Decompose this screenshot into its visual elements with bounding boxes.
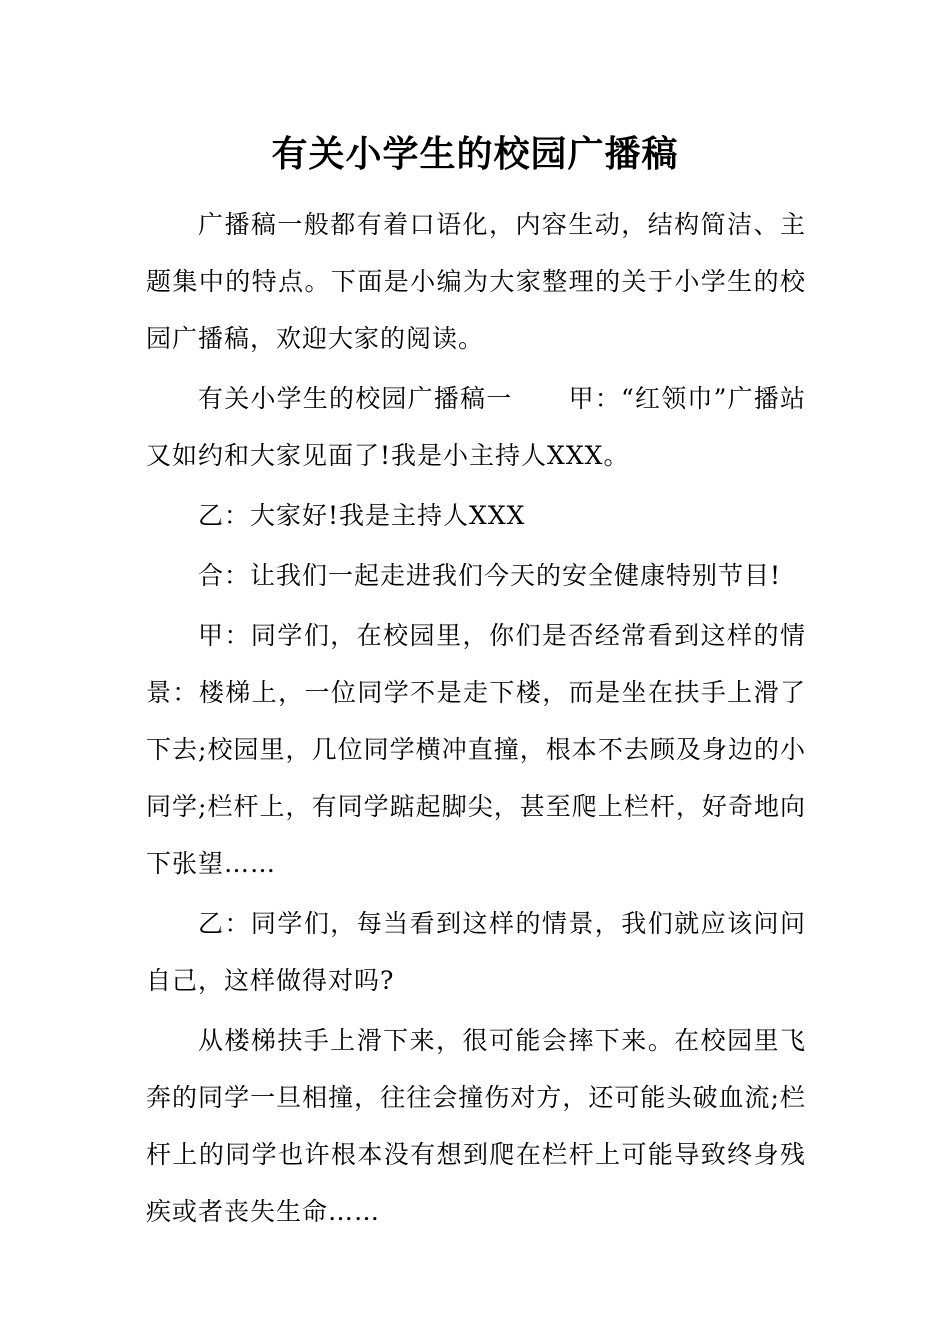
- intro-paragraph: 广播稿一般都有着口语化，内容生动，结构简洁、主题集中的特点。下面是小编为大家整理的关于小学生的校园广播稿，欢迎大家的阅读。: [146, 210, 806, 353]
- document-body: [146, 196, 806, 1243]
- together-line: 合：让我们一起走进我们今天的安全健康特别节目!: [198, 561, 782, 590]
- danger-paragraph: 从楼梯扶手上滑下来，很可能会摔下来。在校园里飞奔的同学一旦相撞，往往会撞伤对方，还可能头破血流;栏杆上的同学也许根本没有想到爬在栏杆上可能导致终身残疾或者丧失生命……: [146, 1026, 806, 1226]
- section-paragraph: [146, 370, 806, 484]
- host-a-scenario: 甲：同学们，在校园里，你们是否经常看到这样的情景：楼梯上，一位同学不是走下楼，而是坐在扶手上滑了下去;校园里，几位同学横冲直撞，根本不去顾及身边的小同学;栏杆上，有同学踮起脚尖，甚至爬上栏杆，好奇地向下张望……: [146, 621, 806, 878]
- section-heading: 有关小学生的校园广播稿一: [198, 384, 513, 413]
- host-b-greeting: 乙：大家好!我是主持人XXX: [198, 501, 526, 530]
- document-title: 有关小学生的校园广播稿: [271, 133, 679, 175]
- host-a-opening: 甲：“红领巾”广播站又如约和大家见面了!我是小主持人XXX。: [146, 384, 806, 470]
- host-b-question: 乙：同学们，每当看到这样的情景，我们就应该问问自己，这样做得对吗?: [146, 909, 806, 995]
